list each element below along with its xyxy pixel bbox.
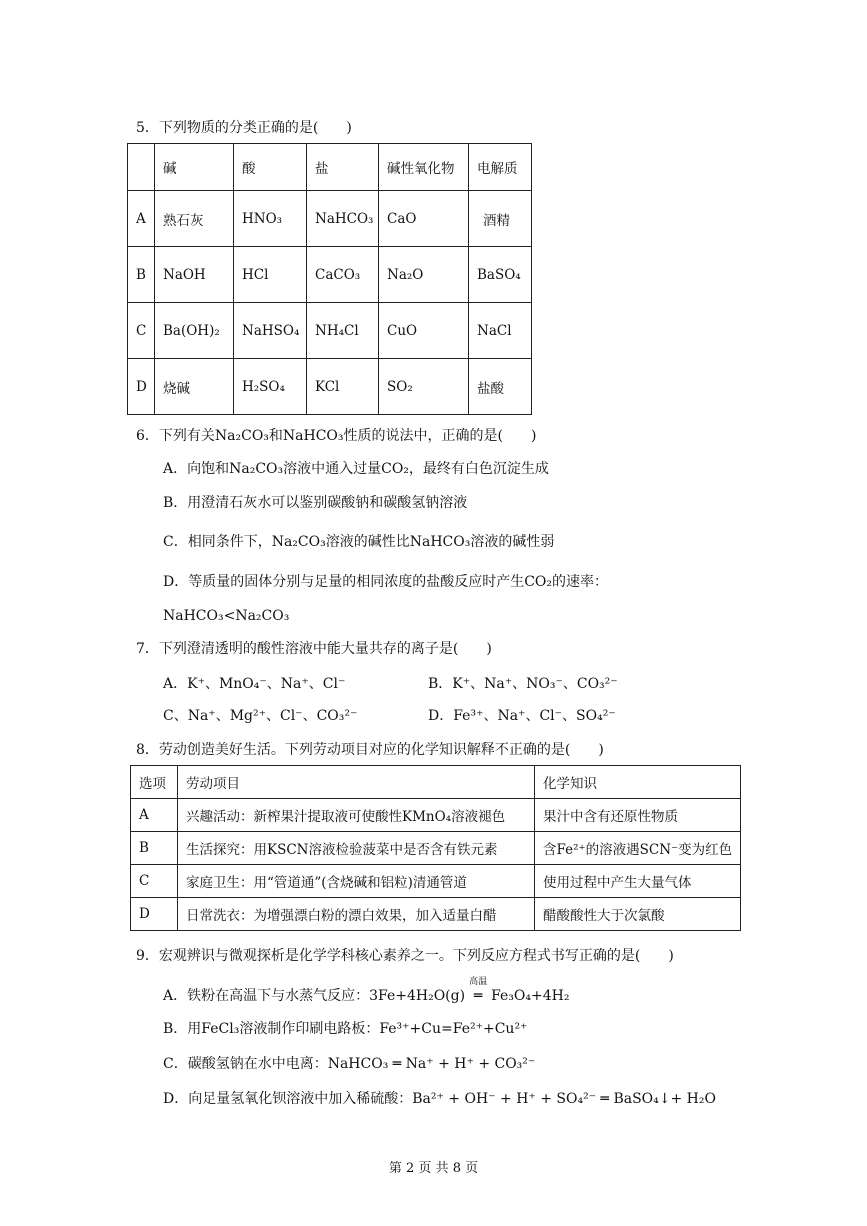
table-cell: 含Fe²⁺的溶液遇SCN⁻变为红色 (535, 832, 741, 865)
header-cell: 选项 (131, 766, 178, 799)
table-cell: Ba(OH)₂ (155, 303, 234, 359)
table-cell: D (128, 359, 155, 415)
header-cell: 电解质 (469, 144, 532, 191)
table-cell: NaHSO₄ (234, 303, 307, 359)
header-cell: 盐 (307, 144, 379, 191)
table-row (131, 865, 741, 898)
table-cell: 果汁中含有还原性物质 (535, 799, 741, 832)
table-cell: NH₄Cl (307, 303, 379, 359)
reaction-arrow (465, 977, 491, 1006)
q9-option-a (163, 977, 570, 1006)
table-cell: C (131, 865, 178, 898)
q9-option-a-text: A．铁粉在高温下与水蒸气反应：3Fe+4H₂O(g) (163, 988, 466, 1004)
table-row (131, 898, 741, 931)
header-cell: 碱性氧化物 (379, 144, 469, 191)
table-cell: 醋酸酸性大于次氯酸 (535, 898, 741, 931)
table-cell: 熟石灰 (155, 191, 234, 247)
q7-stem: 7．下列澄清透明的酸性溶液中能大量共存的离子是( ) (136, 641, 492, 657)
table-cell: 烧碱 (155, 359, 234, 415)
q7-option-c: C、Na⁺、Mg²⁺、Cl⁻、CO₃²⁻ (163, 708, 358, 724)
table-cell: 盐酸 (469, 359, 532, 415)
q6-option-b: B．用澄清石灰水可以鉴别碳酸钠和碳酸氢钠溶液 (163, 495, 468, 511)
table-cell: D (131, 898, 178, 931)
header-cell (128, 144, 155, 191)
table-row (131, 799, 741, 832)
table-row (131, 832, 741, 865)
table-cell: 家庭卫生：用“管道通”(含烧碱和铝粒)清通管道 (178, 865, 535, 898)
table-cell: 使用过程中产生大量气体 (535, 865, 741, 898)
table-cell: NaHCO₃ (307, 191, 379, 247)
table-cell: CuO (379, 303, 469, 359)
q9-option-c: C．碳酸氢钠在水中电离：NaHCO₃ ═ Na⁺ + H⁺ + CO₃²⁻ (163, 1056, 536, 1072)
q7-option-d: D．Fe³⁺、Na⁺、Cl⁻、SO₄²⁻ (428, 708, 616, 724)
equals-sign: ═ (473, 988, 483, 1004)
table-header-row (128, 144, 532, 191)
q9-option-a-product: Fe₃O₄+4H₂ (491, 988, 570, 1004)
table-row (128, 359, 532, 415)
q6-option-d: D．等质量的固体分别与足量的相同浓度的盐酸反应时产生CO₂的速率： (163, 574, 609, 590)
table-cell: A (131, 799, 178, 832)
table-cell: HCl (234, 247, 307, 303)
table-row (128, 191, 532, 247)
page-number: 第 2 页 共 8 页 (388, 1161, 479, 1176)
reaction-condition: 高温 (469, 977, 488, 987)
table-cell: NaCl (469, 303, 532, 359)
header-cell: 酸 (234, 144, 307, 191)
q5-stem: 5．下列物质的分类正确的是( ) (136, 120, 352, 136)
table-cell: B (128, 247, 155, 303)
q7-option-a: A．K⁺、MnO₄⁻、Na⁺、Cl⁻ (163, 676, 346, 692)
table-header-row (131, 766, 741, 799)
header-cell: 碱 (155, 144, 234, 191)
q8-table (130, 765, 741, 931)
q6-stem: 6．下列有关Na₂CO₃和NaHCO₃性质的说法中，正确的是( ) (136, 428, 537, 444)
table-cell: C (128, 303, 155, 359)
header-cell: 化学知识 (535, 766, 741, 799)
table-cell: NaOH (155, 247, 234, 303)
table-cell: KCl (307, 359, 379, 415)
table-cell: 日常洗衣：为增强漂白粉的漂白效果，加入适量白醋 (178, 898, 535, 931)
q6-option-c: C．相同条件下，Na₂CO₃溶液的碱性比NaHCO₃溶液的碱性弱 (163, 534, 555, 550)
q6-option-a: A．向饱和Na₂CO₃溶液中通入过量CO₂，最终有白色沉淀生成 (163, 461, 549, 477)
table-row (128, 247, 532, 303)
table-cell: BaSO₄ (469, 247, 532, 303)
table-cell: A (128, 191, 155, 247)
q9-option-b: B．用FeCl₃溶液制作印刷电路板：Fe³⁺+Cu=Fe²⁺+Cu²⁺ (163, 1021, 528, 1037)
table-cell: CaCO₃ (307, 247, 379, 303)
table-cell: HNO₃ (234, 191, 307, 247)
q6-option-d-continued: NaHCO₃<Na₂CO₃ (163, 608, 290, 624)
table-cell: 生活探究：用KSCN溶液检验菠菜中是否含有铁元素 (178, 832, 535, 865)
table-cell: SO₂ (379, 359, 469, 415)
table-cell: 酒精 (469, 191, 532, 247)
table-row (128, 303, 532, 359)
header-cell: 劳动项目 (178, 766, 535, 799)
table-cell: B (131, 832, 178, 865)
q8-stem: 8．劳动创造美好生活。下列劳动项目对应的化学知识解释不正确的是( ) (136, 742, 604, 758)
q9-option-d: D．向足量氢氧化钡溶液中加入稀硫酸：Ba²⁺ + OH⁻ + H⁺ + SO₄²⁻ ═ BaSO₄↓+ H₂O (163, 1091, 716, 1107)
table-cell: H₂SO₄ (234, 359, 307, 415)
table-cell: Na₂O (379, 247, 469, 303)
table-cell: 兴趣活动：新榨果汁提取液可使酸性KMnO₄溶液褪色 (178, 799, 535, 832)
q7-option-b: B．K⁺、Na⁺、NO₃⁻、CO₃²⁻ (428, 676, 618, 692)
q9-stem: 9．宏观辨识与微观探析是化学学科核心素养之一。下列反应方程式书写正确的是( ) (136, 948, 674, 964)
table-cell: CaO (379, 191, 469, 247)
q5-table (127, 143, 532, 415)
